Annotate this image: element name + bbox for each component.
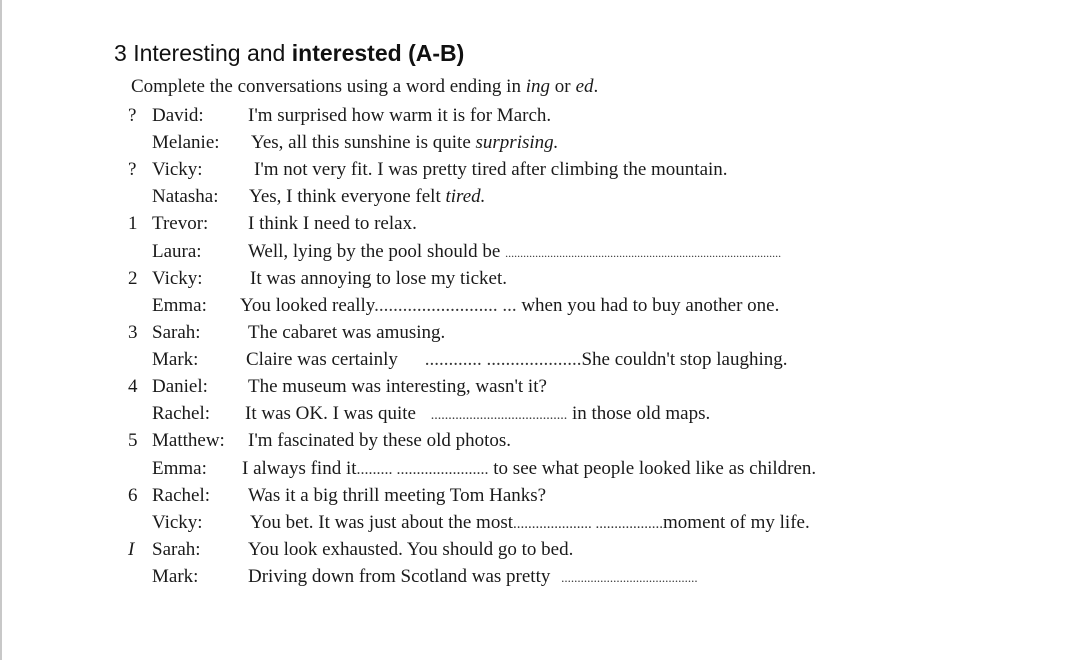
- row-speaker: Mark:: [152, 349, 199, 370]
- row-speech: [242, 456, 816, 483]
- row-speaker: Melanie:: [152, 132, 220, 153]
- row-speech: [250, 510, 810, 537]
- row-speaker: David:: [152, 105, 204, 126]
- row-text: Yes, I think everyone felt: [249, 186, 441, 207]
- row-text: Driving down from Scotland was pretty: [248, 566, 551, 587]
- row-number: 5: [128, 430, 138, 451]
- row-text: Yes, all this sunshine is quite: [251, 132, 471, 153]
- instructions-before: Complete the conversations using a word ending in: [131, 76, 521, 97]
- row-speech: [251, 130, 558, 156]
- answer-blank[interactable]: ..........................................: [561, 570, 698, 585]
- row-speaker: Matthew:: [152, 430, 225, 451]
- row-text: I'm fascinated by these old photos.: [248, 430, 512, 451]
- row-number: 3: [128, 322, 138, 343]
- answer-blank[interactable]: ............................................................................................: [505, 246, 782, 260]
- row-speaker: Vicky:: [152, 268, 203, 289]
- answer-blank[interactable]: .......................... ...: [374, 295, 517, 316]
- row-text-after: moment of my life.: [663, 512, 810, 533]
- answer-blank[interactable]: .......................................: [430, 408, 568, 423]
- heading-normal: Interesting and: [133, 40, 286, 66]
- row-text-after: to see what people looked like as children.: [493, 458, 817, 479]
- row-speaker: Trevor:: [152, 213, 209, 234]
- row-speaker: Rachel:: [152, 403, 211, 424]
- row-speaker: Sarah:: [152, 322, 201, 343]
- answer-blank[interactable]: ..................... ..................: [513, 516, 664, 532]
- answer-blank[interactable]: ............ ....................: [424, 349, 582, 370]
- row-text: I think I need to relax.: [248, 213, 417, 234]
- row-number: 2: [128, 268, 138, 289]
- row-number: 1: [128, 213, 138, 234]
- row-speaker: Rachel:: [152, 485, 211, 506]
- row-number: 4: [128, 376, 138, 397]
- instructions-ed: ed: [575, 76, 594, 97]
- heading-number: 3: [114, 40, 127, 66]
- row-number: ?: [128, 105, 137, 126]
- exercise-heading: [114, 40, 464, 67]
- answer-blank[interactable]: ......... .......................: [356, 461, 489, 478]
- row-text: The museum was interesting, wasn't it?: [248, 376, 547, 397]
- row-speaker: Sarah:: [152, 539, 201, 560]
- row-text: You bet. It was just about the most: [250, 512, 514, 533]
- row-text: I always find it: [242, 458, 357, 479]
- instructions-end: .: [593, 76, 599, 97]
- row-text: Well, lying by the pool should be: [248, 241, 501, 262]
- row-speaker: Emma:: [152, 295, 207, 316]
- row-text: It was OK. I was quite: [245, 403, 416, 424]
- row-text: I'm not very fit. I was pretty tired after climbing the mountain.: [254, 159, 728, 180]
- row-number: 6: [128, 485, 138, 506]
- instructions-or: or: [554, 76, 571, 97]
- row-speaker: Vicky:: [152, 512, 203, 533]
- row-speech: [245, 401, 710, 429]
- example-answer: tired.: [445, 186, 486, 207]
- row-speaker: Mark:: [152, 566, 199, 587]
- row-text-after: She couldn't stop laughing.: [581, 349, 788, 370]
- row-text-after: in those old maps.: [571, 403, 711, 424]
- heading-bold: interested (A-B): [291, 40, 465, 66]
- row-speaker: Emma:: [152, 458, 207, 479]
- row-text: You looked really: [240, 295, 375, 316]
- row-number: I: [128, 539, 135, 560]
- row-speaker: Laura:: [152, 241, 202, 262]
- row-speech: [246, 347, 788, 373]
- row-speech: [248, 239, 781, 266]
- row-text: Was it a big thrill meeting Tom Hanks?: [248, 485, 547, 506]
- example-answer: surprising.: [475, 132, 559, 153]
- row-speaker: Natasha:: [152, 186, 219, 207]
- row-number: ?: [128, 159, 137, 180]
- row-text: I'm surprised how warm it is for March.: [248, 105, 552, 126]
- row-speaker: Vicky:: [152, 159, 203, 180]
- row-speech: [248, 564, 698, 591]
- row-text: Claire was certainly: [246, 349, 398, 370]
- row-speaker: Daniel:: [152, 376, 208, 397]
- row-speech: [249, 184, 485, 210]
- row-text: You look exhausted. You should go to bed.: [248, 539, 574, 560]
- instructions-ing: ing: [525, 76, 550, 97]
- row-speech: [240, 293, 779, 319]
- exercise-instructions: [131, 76, 598, 98]
- row-text: It was annoying to lose my ticket.: [250, 268, 507, 289]
- row-text: The cabaret was amusing.: [248, 322, 446, 343]
- row-text-after: when you had to buy another one.: [521, 295, 780, 316]
